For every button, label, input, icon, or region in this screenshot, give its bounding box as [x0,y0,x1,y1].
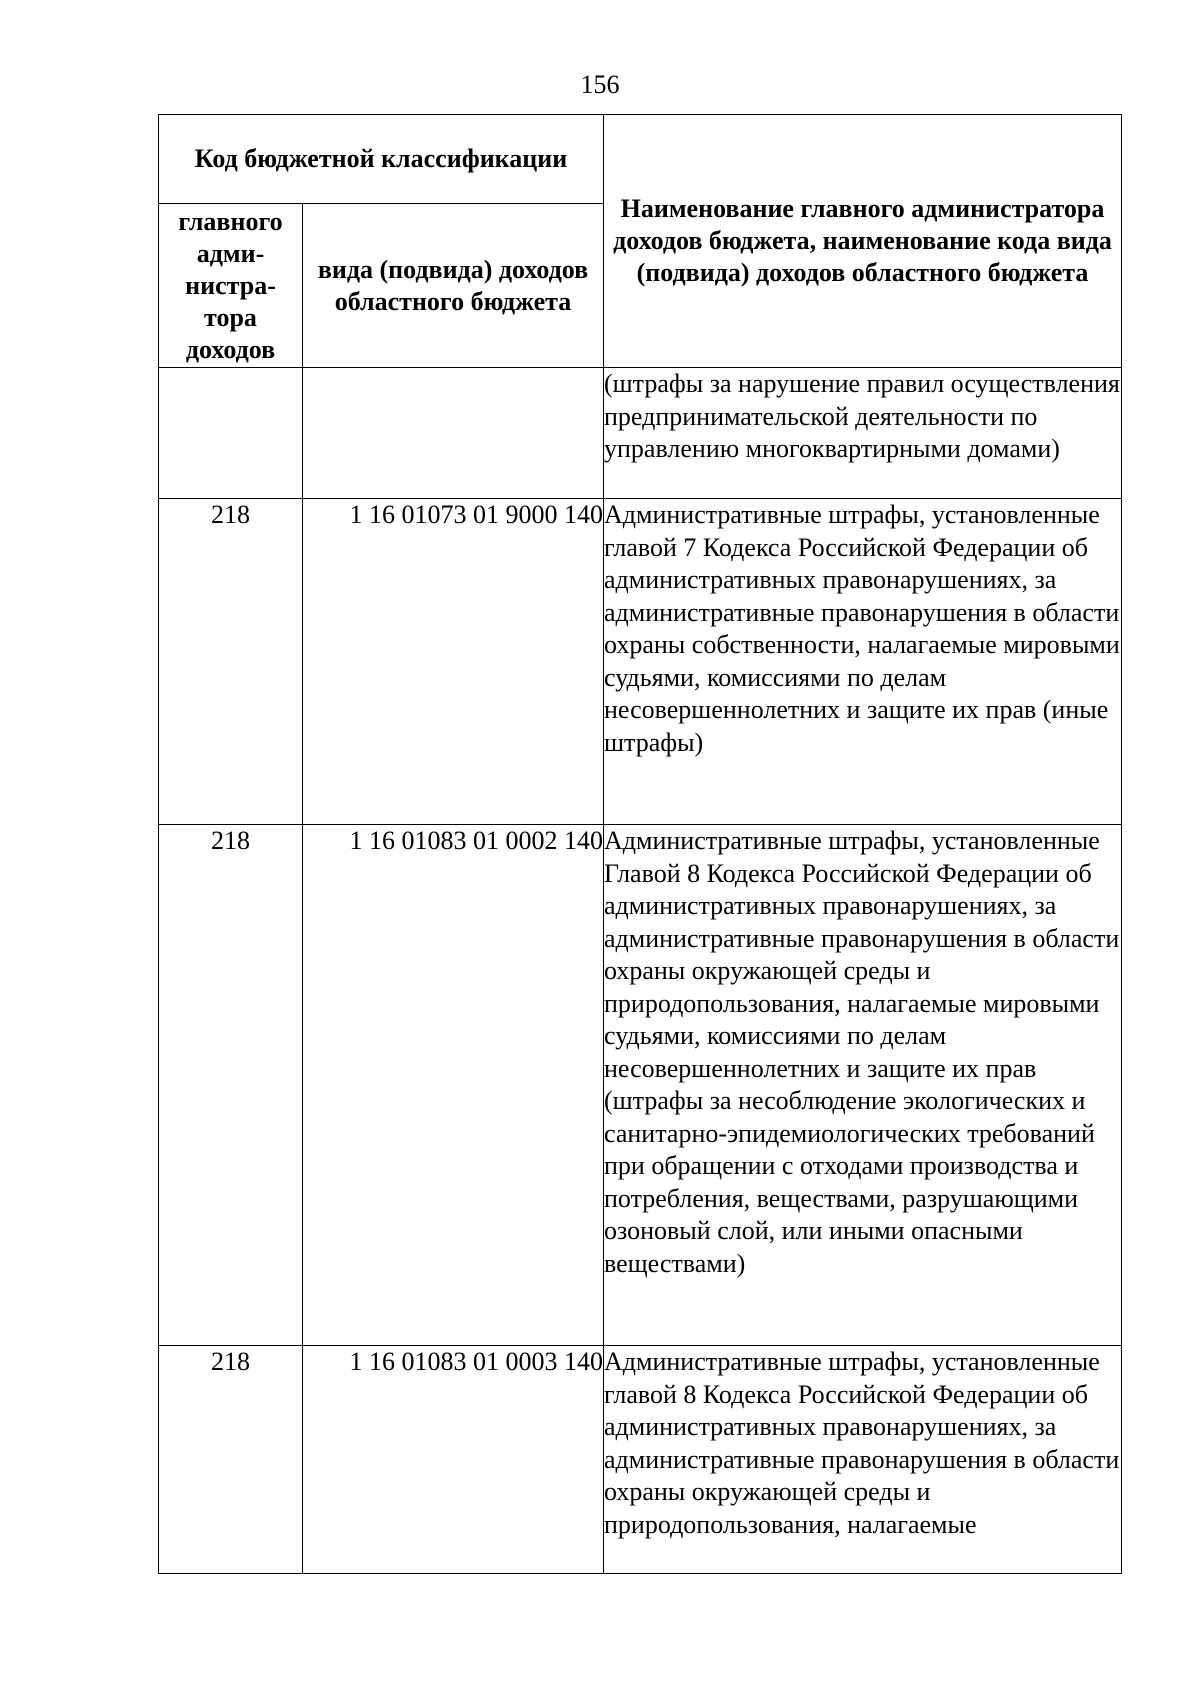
table-row [159,368,1122,499]
income-name-cell: (штрафы за нарушение правил осуществления предпринимательской деятельности по управлению многоквартирными домами) [604,368,1122,499]
admin-code-cell: 218 [159,1346,303,1574]
income-code-cell: 1 16 01073 01 9000 140 [303,499,604,825]
income-type-code-header: вида (подвида) доходов областного бюджета [303,204,604,368]
table-row [159,499,1122,825]
admin-code-cell [159,368,303,499]
budget-classification-table [158,114,1122,1574]
admin-code-cell: 218 [159,825,303,1346]
admin-code-header: главного адми-нистра-тора доходов [159,204,303,368]
income-code-cell: 1 16 01083 01 0003 140 [303,1346,604,1574]
table-row [159,1346,1122,1574]
income-name-cell: Административные штрафы, установленные главой 8 Кодекса Российской Федерации об административных правонарушениях, за административные правонарушения в области охраны окружающей среды и природопользования, налагаемые [604,1346,1122,1574]
table-row [159,825,1122,1346]
income-name-cell: Административные штрафы, установленные главой 7 Кодекса Российской Федерации об административных правонарушениях, за административные правонарушения в области охраны собственности, налагаемые мировыми судьями, комиссиями по делам несовершеннолетних и защите их прав (иные штрафы) [604,499,1122,825]
income-code-cell [303,368,604,499]
page-number: 156 [580,70,620,99]
income-code-cell: 1 16 01083 01 0002 140 [303,825,604,1346]
income-name-cell: Административные штрафы, установленные Главой 8 Кодекса Российской Федерации об административных правонарушениях, за административные правонарушения в области охраны окружающей среды и природопользования, налагаемые мировыми судьями, комиссиями по делам несовершеннолетних и защите их прав (штрафы за несоблюдение экологических и санитарно-эпидемиологических требований при обращении с отходами производства и потребления, веществами, разрушающими озоновый слой, или иными опасными веществами) [604,825,1122,1346]
budget-code-header: Код бюджетной классификации [159,115,604,204]
name-header: Наименование главного администратора доходов бюджета, наименование кода вида (подвида) доходов областного бюджета [604,115,1122,368]
admin-code-cell: 218 [159,499,303,825]
